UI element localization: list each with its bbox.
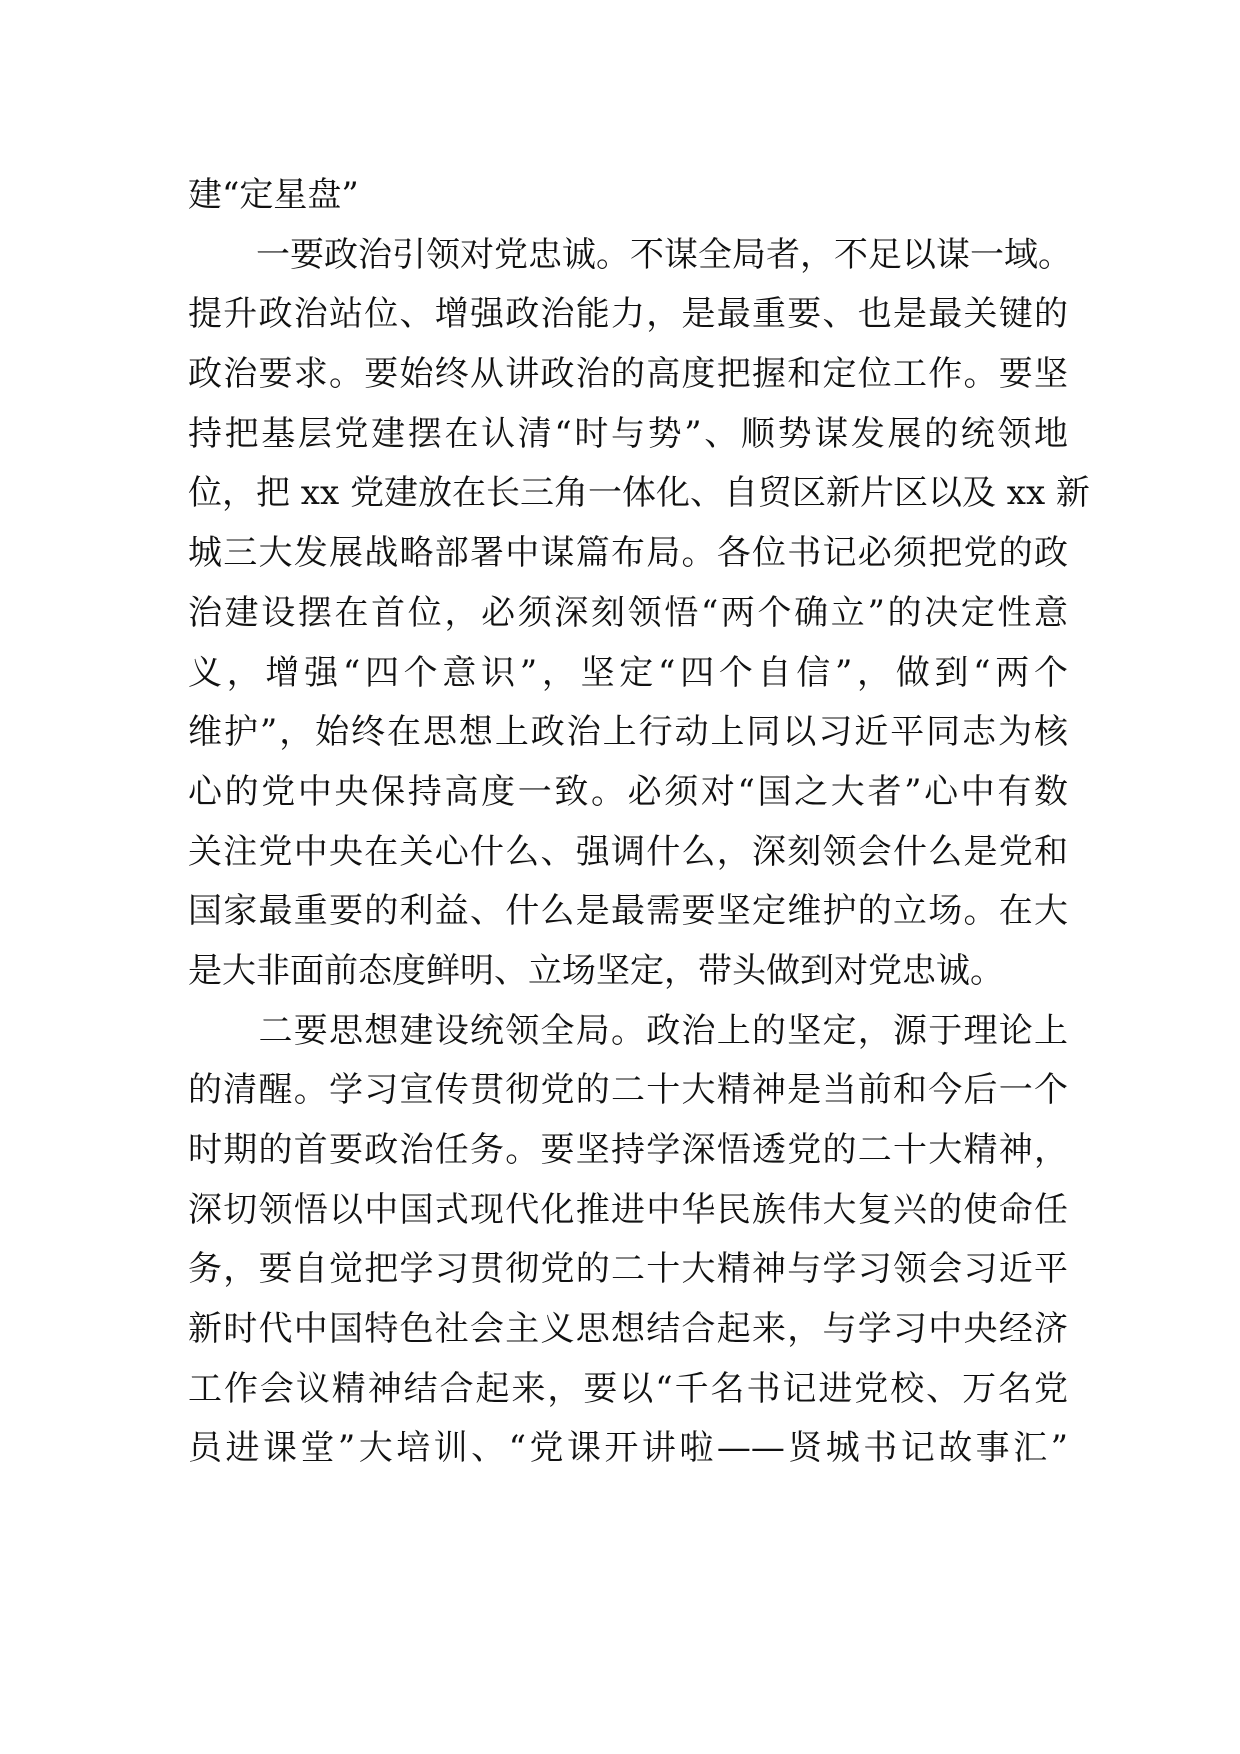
text-line: 时期的首要政治任务。要坚持学深悟透党的二十大精神，	[188, 1130, 1068, 1170]
text-line: 维护”，始终在思想上政治上行动上同以习近平同志为核	[188, 712, 1068, 753]
text-line: 位，把 xx 党建放在长三角一体化、自贸区新片区以及 xx 新	[188, 473, 1090, 514]
text-line: 建“定星盘”	[188, 175, 359, 215]
text-line: 提升政治站位、增强政治能力，是最重要、也是最关键的	[188, 294, 1068, 335]
body-text	[188, 166, 1090, 1479]
text-line: 务，要自觉把学习贯彻党的二十大精神与学习领会习近平	[188, 1249, 1068, 1290]
text-line: 工作会议精神结合起来，要以“千名书记进党校、万名党	[188, 1368, 1068, 1409]
text-line: 治建设摆在首位，必须深刻领悟“两个确立”的决定性意	[188, 592, 1068, 633]
text-line: 是大非面前态度鲜明、立场坚定，带头做到对党忠诚。	[188, 950, 1004, 991]
text-line: 持把基层党建摆在认清“时与势”、顺势谋发展的统领地	[188, 413, 1068, 454]
text-line: 义，增强“四个意识”，坚定“四个自信”，做到“两个	[188, 652, 1068, 693]
text-line: 政治要求。要始终从讲政治的高度把握和定位工作。要坚	[188, 354, 1068, 395]
text-line: 新时代中国特色社会主义思想结合起来，与学习中央经济	[188, 1309, 1068, 1350]
text-line: 深切领悟以中国式现代化推进中华民族伟大复兴的使命任	[188, 1189, 1068, 1230]
text-line: 的清醒。学习宣传贯彻党的二十大精神是当前和今后一个	[188, 1070, 1068, 1111]
text-line: 二要思想建设统领全局。政治上的坚定，源于理论上	[188, 1010, 1068, 1051]
text-line: 心的党中央保持高度一致。必须对“国之大者”心中有数	[188, 771, 1068, 812]
text-line: 城三大发展战略部署中谋篇布局。各位书记必须把党的政	[188, 533, 1068, 574]
text-line: 一要政治引领对党忠诚。不谋全局者，不足以谋一域。	[188, 234, 1072, 275]
text-line: 国家最重要的利益、什么是最需要坚定维护的立场。在大	[188, 891, 1068, 932]
text-line: 员进课堂”大培训、“党课开讲啦——贤城书记故事汇”	[188, 1428, 1068, 1469]
text-line: 关注党中央在关心什么、强调什么，深刻领会什么是党和	[188, 831, 1068, 872]
